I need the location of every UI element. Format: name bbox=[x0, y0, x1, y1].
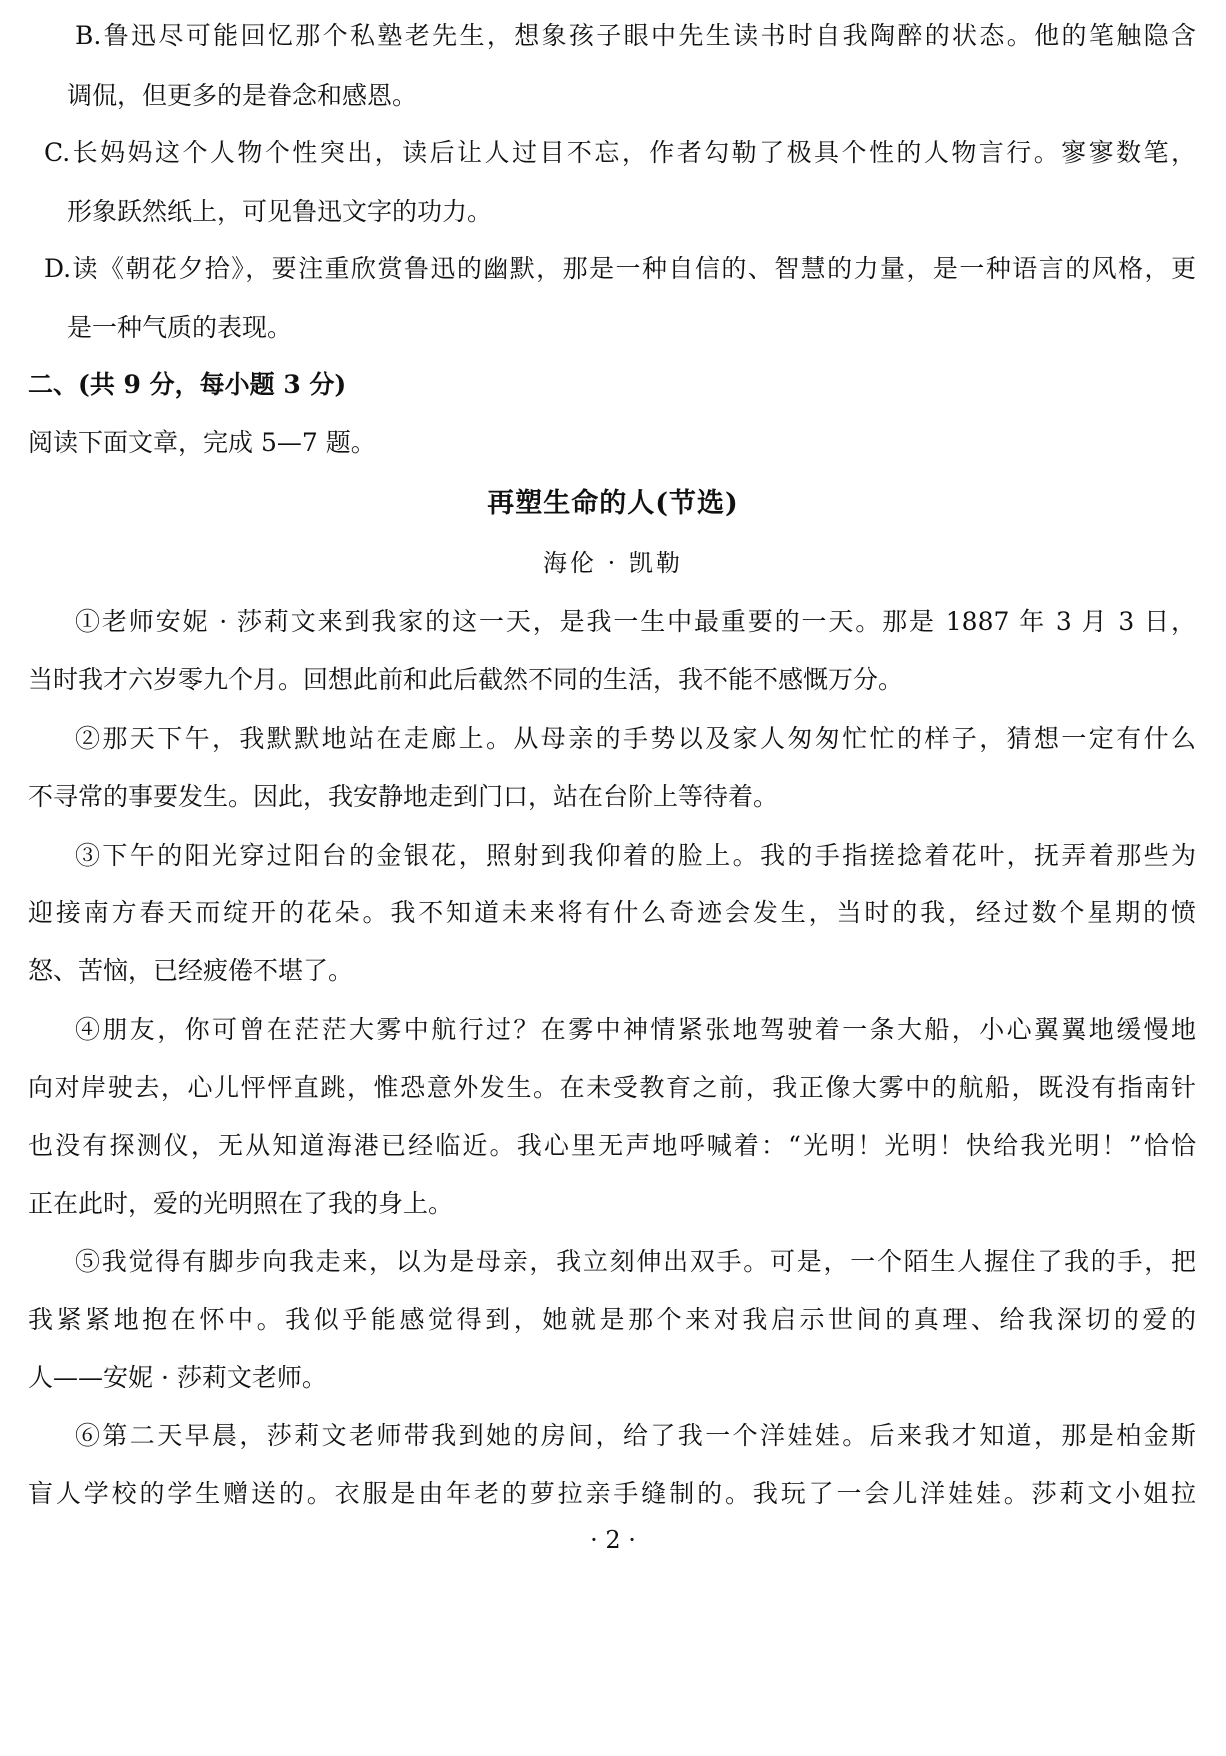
option-b-line-1: B.鲁迅尽可能回忆那个私塾老先生，想象孩子眼中先生读书时自我陶醉的状态。他的笔触隐含 bbox=[75, 21, 1196, 50]
page-number: · 2 · bbox=[590, 1526, 636, 1554]
paragraph-3-line-3: 怒、苦恼，已经疲倦不堪了。 bbox=[28, 956, 354, 985]
article-author: 海伦 · 凯勒 bbox=[543, 549, 683, 577]
paragraph-1-line-2: 当时我才六岁零九个月。回想此前和此后截然不同的生活，我不能不感慨万分。 bbox=[28, 665, 904, 694]
option-d-line-2: 是一种气质的表现。 bbox=[67, 313, 293, 342]
paragraph-1-line-1: ①老师安妮 · 莎莉文来到我家的这一天，是我一生中最重要的一天。那是 1887 年 3 月 3 日， bbox=[75, 607, 1196, 636]
paragraph-4-line-3: 也没有探测仪，无从知道海港已经临近。我心里无声地呼喊着：“光明！光明！快给我光明！”恰恰 bbox=[28, 1131, 1196, 1160]
paragraph-2-line-2: 不寻常的事要发生。因此，我安静地走到门口，站在台阶上等待着。 bbox=[28, 782, 779, 811]
article-title: 再塑生命的人(节选) bbox=[487, 488, 739, 519]
paragraph-6-line-1: ⑥第二天早晨，莎莉文老师带我到她的房间，给了我一个洋娃娃。后来我才知道，那是柏金斯 bbox=[75, 1421, 1196, 1450]
paragraph-3-line-2: 迎接南方春天而绽开的花朵。我不知道未来将有什么奇迹会发生，当时的我，经过数个星期的愤 bbox=[28, 898, 1196, 927]
paragraph-6-line-2: 盲人学校的学生赠送的。衣服是由年老的萝拉亲手缝制的。我玩了一会儿洋娃娃。莎莉文小姐拉 bbox=[28, 1479, 1196, 1508]
option-d-line-1: D.读《朝花夕拾》，要注重欣赏鲁迅的幽默，那是一种自信的、智慧的力量，是一种语言的风格，更 bbox=[44, 254, 1196, 283]
option-c-line-1: C.长妈妈这个人物个性突出，读后让人过目不忘，作者勾勒了极具个性的人物言行。寥寥数笔， bbox=[44, 138, 1196, 167]
paragraph-4-line-4: 正在此时，爱的光明照在了我的身上。 bbox=[28, 1189, 454, 1218]
section-heading: 二、(共 9 分，每小题 3 分) bbox=[28, 370, 347, 399]
option-c-line-2: 形象跃然纸上，可见鲁迅文字的功力。 bbox=[67, 197, 493, 226]
option-b-line-2: 调侃，但更多的是眷念和感恩。 bbox=[67, 81, 418, 110]
paragraph-3-line-1: ③下午的阳光穿过阳台的金银花，照射到我仰着的脸上。我的手指搓捻着花叶，抚弄着那些为 bbox=[75, 841, 1196, 870]
paragraph-5-line-2: 我紧紧地抱在怀中。我似乎能感觉得到，她就是那个来对我启示世间的真理、给我深切的爱的 bbox=[28, 1305, 1196, 1334]
paragraph-4-line-1: ④朋友，你可曾在茫茫大雾中航行过？在雾中神情紧张地驾驶着一条大船，小心翼翼地缓慢地 bbox=[75, 1015, 1196, 1044]
paragraph-5-line-1: ⑤我觉得有脚步向我走来，以为是母亲，我立刻伸出双手。可是，一个陌生人握住了我的手，把 bbox=[75, 1247, 1196, 1276]
paragraph-5-line-3: 人——安妮 · 莎莉文老师。 bbox=[28, 1363, 327, 1392]
paragraph-4-line-2: 向对岸驶去，心儿怦怦直跳，惟恐意外发生。在未受教育之前，我正像大雾中的航船，既没有指南针 bbox=[28, 1073, 1196, 1102]
section-instruction: 阅读下面文章，完成 5—7 题。 bbox=[28, 428, 376, 457]
paragraph-2-line-1: ②那天下午，我默默地站在走廊上。从母亲的手势以及家人匆匆忙忙的样子，猜想一定有什么 bbox=[75, 724, 1196, 753]
